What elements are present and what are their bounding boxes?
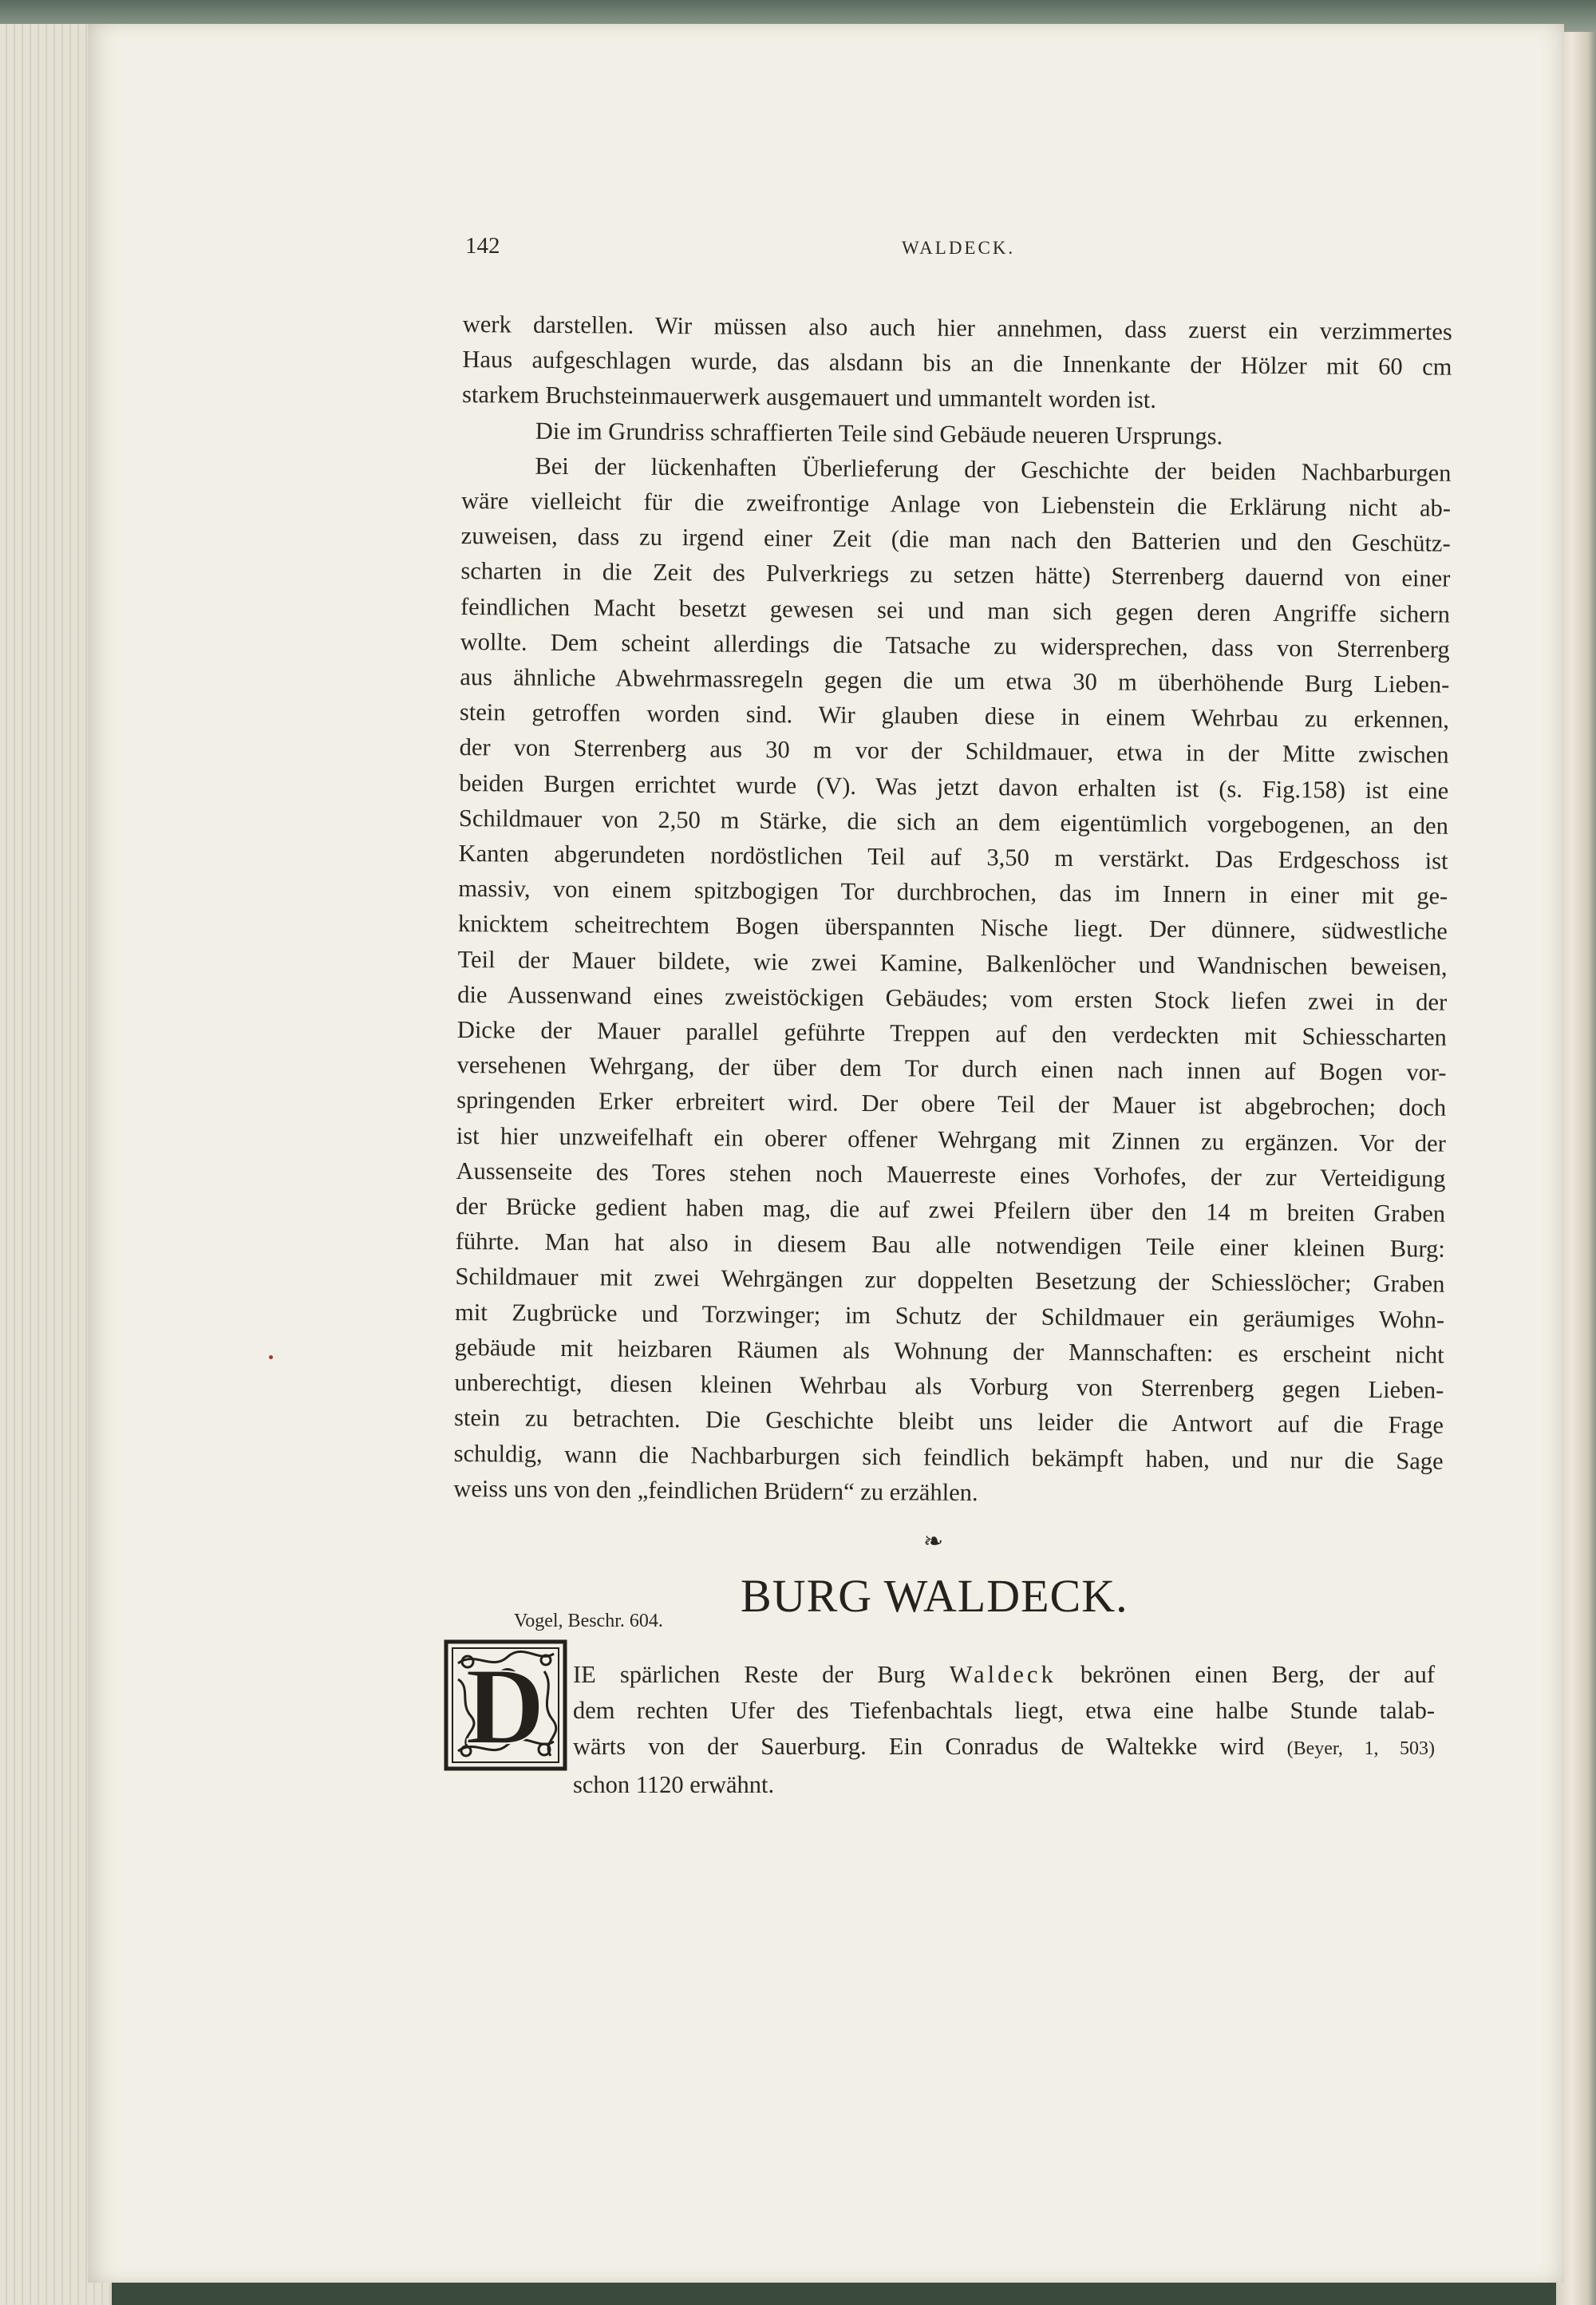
text-line: Schildmauer von 2,50 m Stärke, die sich an dem eigentümlich vorgebogenen, an den bbox=[458, 804, 1449, 840]
running-title: WALDECK. bbox=[902, 238, 1016, 258]
text-line: schon 1120 erwähnt. bbox=[573, 1771, 775, 1798]
text-line: die Aussenwand eines zweistöckigen Gebäudes; vom ersten Stock liefen zwei in der bbox=[457, 980, 1448, 1016]
text-line: werk darstellen. Wir müssen also auch hier annehmen, dass zuerst ein verzimmertes bbox=[462, 310, 1452, 346]
drop-cap-letter: D bbox=[465, 1645, 545, 1767]
text-line: weiss uns von den „feindlichen Brüdern“ zu erzählen. bbox=[453, 1474, 978, 1506]
drop-cap-ornament bbox=[444, 1639, 567, 1771]
text-line: führte. Man hat also in diesem Bau alle notwendigen Teile einer kleinen Burg: bbox=[455, 1228, 1445, 1263]
body-text bbox=[453, 306, 1452, 1514]
text-line: zuweisen, dass zu irgend einer Zeit (die man nach den Batterien und den Geschütz- bbox=[460, 522, 1451, 557]
ornament-fleuron-icon: ❧ bbox=[923, 1528, 944, 1555]
text-line: unberechtigt, diesen kleinen Wehrbau als Vorburg von Sterrenberg gegen Lieben- bbox=[454, 1369, 1444, 1404]
text-line: beiden Burgen errichtet wurde (V). Was jetzt davon erhalten ist (s. Fig.158) ist eine bbox=[459, 769, 1449, 805]
text-line: springenden Erker erbreitert wird. Der obere Teil der Mauer ist abgebrochen; doch bbox=[456, 1086, 1447, 1122]
text-line: starkem Bruchsteinmauerwerk ausgemauert und ummantelt worden ist. bbox=[461, 381, 1157, 414]
text-line: der von Sterrenberg aus 30 m vor der Schildmauer, etwa in der Mitte zwischen bbox=[459, 733, 1449, 769]
text-line: IE spärlichen Reste der Burg Waldeck bekrönen einen Berg, der auf bbox=[573, 1661, 1435, 1688]
section-heading: BURG WALDECK. bbox=[741, 1570, 1128, 1622]
page-number: 142 bbox=[465, 233, 500, 259]
text-line: versehenen Wehrgang, der über dem Tor durch einen nach innen auf Bogen vor- bbox=[456, 1051, 1447, 1086]
text-line: scharten in die Zeit des Pulverkriegs zu setzen hätte) Sterrenberg dauernd von einer bbox=[460, 557, 1451, 593]
text-line: mit Zugbrücke und Torzwinger; im Schutz der Schildmauer ein geräumiges Wohn- bbox=[454, 1298, 1445, 1334]
text-line: wärts von der Sauerburg. Ein Conradus de Waltekke wird (Beyer, 1, 503) bbox=[573, 1733, 1436, 1760]
emphasized-name: Waldeck bbox=[949, 1661, 1057, 1688]
text-line: Bei der lückenhaften Überlieferung der Geschichte der beiden Nachbarburgen bbox=[535, 452, 1452, 487]
text-line: Dicke der Mauer parallel geführte Treppen auf den verdeckten mit Schiesscharten bbox=[456, 1016, 1447, 1051]
text-line: stein zu betrachten. Die Geschichte bleibt uns leider die Antwort auf die Frage bbox=[453, 1404, 1444, 1439]
text-line: Schildmauer mit zwei Wehrgängen zur doppelten Besetzung der Schiesslöcher; Graben bbox=[455, 1263, 1445, 1299]
text-line: aus ähnliche Abwehrmassregeln gegen die um etwa 30 m überhöhende Burg Lieben- bbox=[460, 663, 1450, 698]
text-line: schuldig, wann die Nachbarburgen sich feindlich bekämpft haben, und nur die Sage bbox=[453, 1439, 1444, 1475]
text-line: feindlichen Macht besetzt gewesen sei und man sich gegen deren Angriffe sichern bbox=[460, 592, 1451, 628]
citation: (Beyer, 1, 503) bbox=[1286, 1738, 1436, 1759]
text-line: Die im Grundriss schraffierten Teile sind Gebäude neueren Ursprungs. bbox=[535, 417, 1223, 450]
text-line: Teil der Mauer bildete, wie zwei Kamine, Balkenlöcher und Wandnischen beweisen, bbox=[457, 945, 1448, 981]
text-line: stein getroffen worden sind. Wir glauben diese in einem Wehrbau zu erkennen, bbox=[459, 698, 1450, 733]
margin-mark bbox=[269, 1355, 273, 1359]
margin-reference-note: Vogel, Beschr. 604. bbox=[514, 1611, 663, 1631]
text-line: Haus aufgeschlagen wurde, das alsdann bis an die Innenkante der Hölzer mit 60 cm bbox=[462, 346, 1452, 381]
text-line: ist hier unzweifelhaft ein oberer offener Wehrgang mit Zinnen zu ergänzen. Vor der bbox=[456, 1121, 1446, 1157]
text-line: wäre vielleicht für die zweifrontige Anlage von Liebenstein die Erklärung nicht ab- bbox=[460, 487, 1452, 522]
text-line: Kanten abgerundeten nordöstlichen Teil auf 3,50 m verstärkt. Das Erdgeschoss ist bbox=[458, 840, 1448, 875]
section-text bbox=[573, 1657, 1435, 1803]
text-line: gebäude mit heizbaren Räumen als Wohnung der Mannschaften: es erscheint nicht bbox=[454, 1333, 1444, 1369]
text-line: dem rechten Ufer des Tiefenbachtals liegt, etwa eine halbe Stunde talab- bbox=[573, 1697, 1435, 1724]
text-line: wollte. Dem scheint allerdings die Tatsache zu widersprechen, dass von Sterrenberg bbox=[460, 627, 1450, 663]
text-line: der Brücke gedient haben mag, die auf zwei Pfeilern über den 14 m breiten Graben bbox=[456, 1192, 1446, 1228]
text-line: Aussenseite des Tores stehen noch Mauerreste eines Vorhofes, der zur Verteidigung bbox=[456, 1156, 1446, 1192]
text-line: massiv, von einem spitzbogigen Tor durchbrochen, das im Innern in einer mit ge- bbox=[458, 875, 1448, 910]
text-line: knicktem scheitrechtem Bogen überspannten Nische liegt. Der dünnere, südwestliche bbox=[457, 910, 1448, 946]
